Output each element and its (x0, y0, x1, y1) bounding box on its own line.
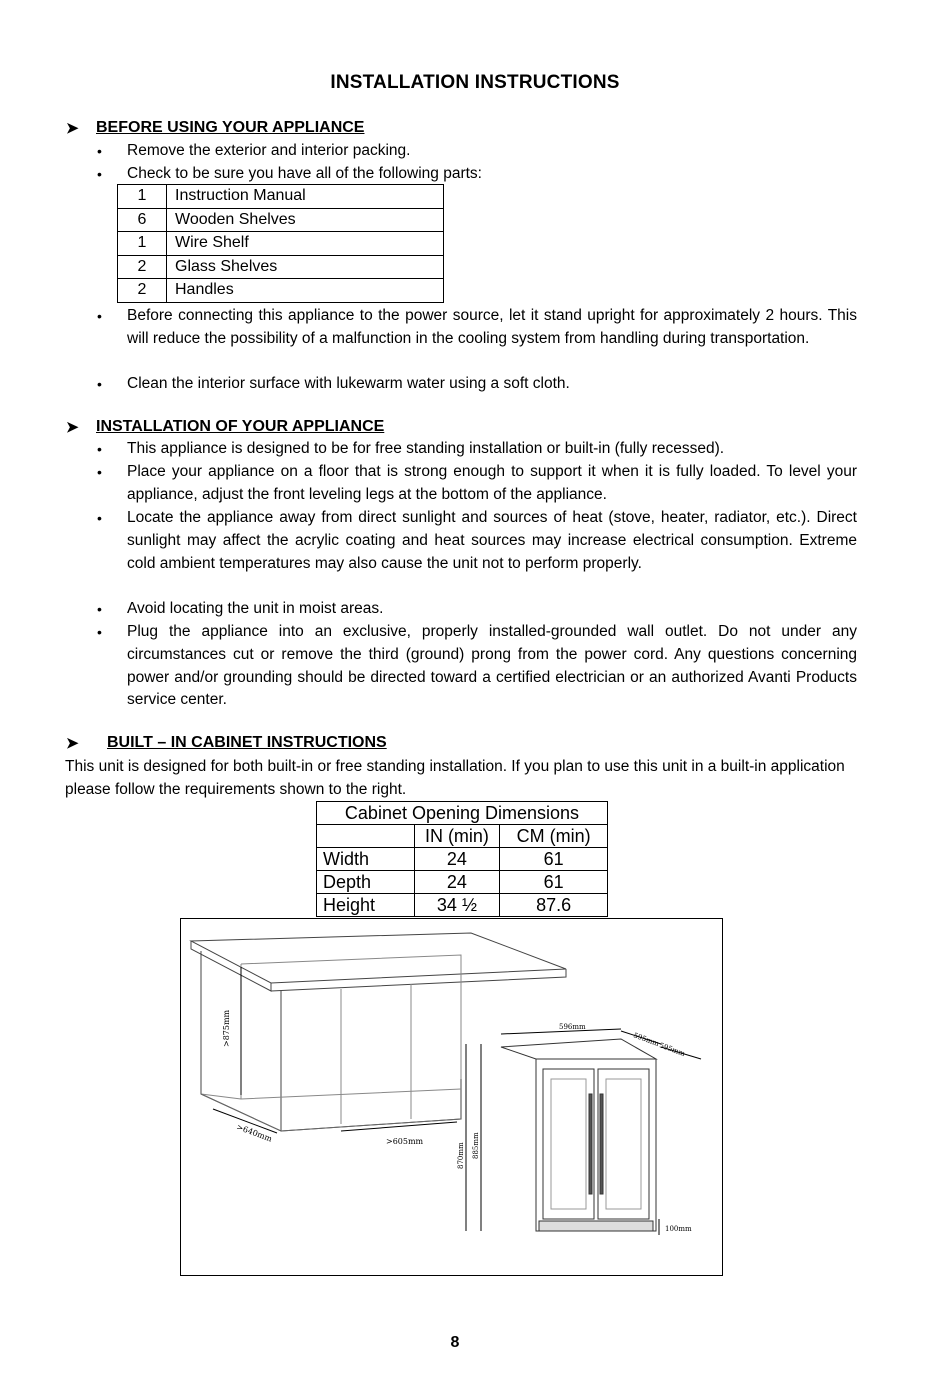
section-heading-builtin: BUILT – IN CABINET INSTRUCTIONS (107, 734, 387, 751)
cabinet-width-label: >605mm (386, 1137, 424, 1146)
unit-width-label: 596mm (559, 1023, 586, 1031)
table-row (118, 185, 444, 209)
cell-inches: 34 ½ (414, 894, 500, 917)
part-qty: 2 (118, 255, 167, 279)
part-name: Glass Shelves (167, 255, 444, 279)
arrow-bullet-icon: ➤ (66, 120, 79, 137)
bullet-icon: • (97, 510, 102, 526)
cabinet-depth-label: >640mm (235, 1122, 274, 1144)
bullet-icon: • (97, 624, 102, 640)
bullet-text: Place your appliance on a floor that is strong enough to support it when it is fully loaded. To level your appliance, adjust the front leveling legs at the bottom of the appliance. (127, 463, 857, 503)
bullet-text: Check to be sure you have all of the following parts: (127, 165, 482, 182)
cell-inches: 24 (414, 871, 500, 894)
part-qty: 2 (118, 279, 167, 303)
page-number: 8 (450, 1334, 460, 1351)
parts-table (117, 184, 444, 303)
bullet-text: Plug the appliance into an exclusive, properly installed-grounded wall outlet. Do not under any circumstances cut or remove the third (ground) prong from the power cord. Any questions concerning power and/or grounding should be directed toward a certified electrician or an authorized Avanti Products service center. (127, 623, 857, 709)
arrow-bullet-icon: ➤ (66, 735, 79, 752)
unit-height-label-a: 870mm (457, 1142, 465, 1169)
arrow-bullet-icon: ➤ (66, 419, 79, 436)
row-label: Depth (317, 871, 415, 894)
bullet-icon: • (97, 601, 102, 617)
bullet-text: Before connecting this appliance to the power source, let it stand upright for approximately 2 hours. This will reduce the possibility of a malfunction in the cooling system from handling during transportation. (127, 307, 857, 347)
part-name: Handles (167, 279, 444, 303)
unit-depth-label-a: 595mm (632, 1031, 661, 1048)
bullet-icon: • (97, 441, 102, 457)
bullet-text: This appliance is designed to be for free standing installation or built-in (fully recessed). (127, 440, 725, 457)
table-row (118, 279, 444, 303)
table-row (118, 208, 444, 232)
bullet-icon: • (97, 376, 102, 392)
part-qty: 1 (118, 185, 167, 209)
installation-diagram (180, 918, 723, 1276)
bullet-text: Clean the interior surface with lukewarm water using a soft cloth. (127, 375, 570, 392)
table-row (317, 871, 608, 894)
clearance-label: 100mm (665, 1225, 692, 1233)
table-caption-row (317, 802, 608, 825)
cell-inches: 24 (414, 848, 500, 871)
column-header: IN (min) (414, 825, 500, 848)
section-heading-installation: INSTALLATION OF YOUR APPLIANCE (96, 418, 385, 435)
table-row (317, 894, 608, 917)
section-heading-before: BEFORE USING YOUR APPLIANCE (96, 119, 365, 136)
part-name: Instruction Manual (167, 185, 444, 209)
bullet-icon: • (97, 464, 102, 480)
table-row (317, 848, 608, 871)
table-header-row (317, 825, 608, 848)
bullet-icon: • (97, 143, 102, 159)
cabinet-height-label: >875mm (222, 1009, 231, 1047)
table-caption: Cabinet Opening Dimensions (317, 802, 608, 825)
part-name: Wooden Shelves (167, 208, 444, 232)
unit-depth-label-b: 595mm (658, 1041, 687, 1058)
cabinet-and-unit-drawing (181, 919, 721, 1274)
part-qty: 1 (118, 232, 167, 256)
row-label: Height (317, 894, 415, 917)
cell-cm: 87.6 (500, 894, 608, 917)
part-name: Wire Shelf (167, 232, 444, 256)
bullet-icon: • (97, 308, 102, 324)
bullet-icon: • (97, 166, 102, 182)
page-title: INSTALLATION INSTRUCTIONS (330, 72, 620, 93)
table-row (118, 255, 444, 279)
cell-cm: 61 (500, 848, 608, 871)
column-header: CM (min) (500, 825, 608, 848)
cabinet-dimensions-table (316, 801, 608, 917)
builtin-paragraph: This unit is designed for both built-in or free standing installation. If you plan to use this unit in a built-in application please follow the requirements shown to the right. (65, 758, 845, 798)
unit-height-label-b: 885mm (472, 1132, 480, 1159)
bullet-text: Locate the appliance away from direct sunlight and sources of heat (stove, heater, radiator, etc.). Direct sunlight may affect the acrylic coating and heat sources may increase electrical consumption. Extreme cold ambient temperatures may also cause the unit not to perform properly. (127, 509, 857, 572)
part-qty: 6 (118, 208, 167, 232)
row-label: Width (317, 848, 415, 871)
bullet-text: Remove the exterior and interior packing. (127, 142, 411, 159)
table-row (118, 232, 444, 256)
bullet-text: Avoid locating the unit in moist areas. (127, 600, 384, 617)
cell-cm: 61 (500, 871, 608, 894)
column-header (317, 825, 415, 848)
